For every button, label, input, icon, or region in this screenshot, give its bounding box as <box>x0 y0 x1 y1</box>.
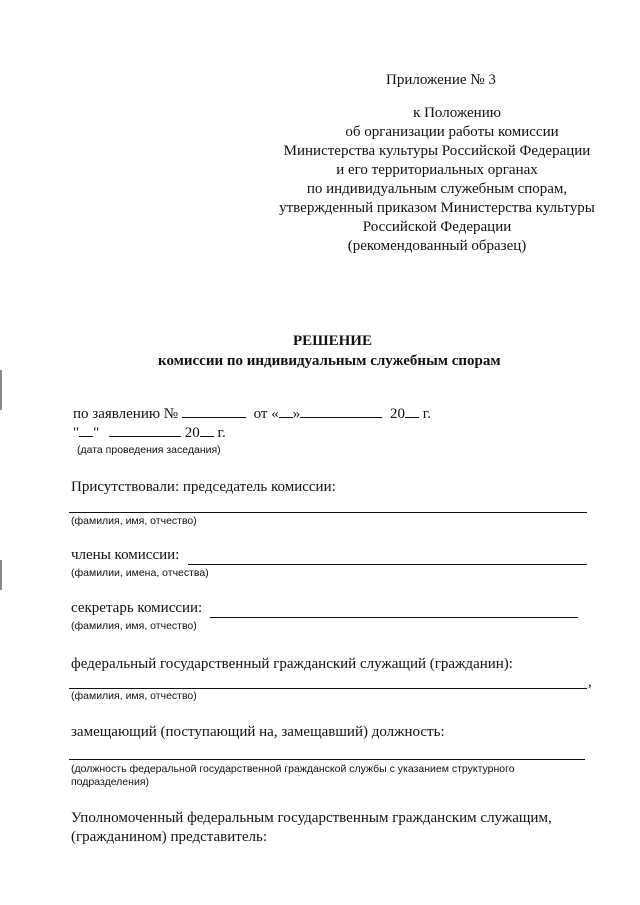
date-quote-close: " <box>93 425 100 441</box>
meeting-year-suffix: г. <box>217 425 226 441</box>
present-caption: (фамилия, имя, отчество) <box>71 515 197 527</box>
representative-label: Уполномоченный федеральным государственным гражданским служащим, <box>71 810 552 826</box>
application-day-field[interactable] <box>279 405 293 418</box>
scan-edge-mark <box>0 560 2 590</box>
application-year: 20 <box>389 406 405 422</box>
meeting-month-field[interactable] <box>109 424 181 437</box>
employee-caption: (фамилия, имя, отчество) <box>71 690 197 702</box>
scan-edge-mark <box>0 370 2 410</box>
representative-label-continued: (гражданином) представитель: <box>71 829 267 845</box>
position-caption: (должность федеральной государственной гражданской службы с указанием структурного <box>71 763 515 775</box>
members-name-field[interactable] <box>188 564 587 565</box>
present-label: Присутствовали: председатель комиссии: <box>71 479 336 495</box>
header-line: утвержденный приказом Министерства культуры <box>279 200 595 216</box>
document-title: РЕШЕНИЕ <box>293 333 372 349</box>
meeting-year: 20 <box>184 425 200 441</box>
header-line: об организации работы комиссии <box>345 124 559 140</box>
application-from-close: » <box>292 406 301 422</box>
header-block <box>250 104 624 256</box>
employee-comma: , <box>588 674 592 690</box>
application-from: от « <box>253 406 279 422</box>
header-line: Российской Федерации <box>362 219 512 235</box>
application-month-field[interactable] <box>300 405 382 418</box>
meeting-day-field[interactable] <box>79 424 93 437</box>
members-caption: (фамилии, имена, отчества) <box>71 567 209 579</box>
members-label: члены комиссии: <box>71 547 180 563</box>
header-line: и его территориальных органах <box>336 162 538 178</box>
date-caption: (дата проведения заседания) <box>77 444 221 456</box>
application-year-suffix: г. <box>422 406 431 422</box>
meeting-year-field[interactable] <box>200 424 214 437</box>
secretary-caption: (фамилия, имя, отчество) <box>71 620 197 632</box>
appendix-number: Приложение № 3 <box>386 72 496 88</box>
application-line <box>73 405 431 423</box>
date-quote-open: " <box>73 425 80 441</box>
application-year-field[interactable] <box>405 405 419 418</box>
document-subtitle: комиссии по индивидуальным служебным спорам <box>158 353 501 369</box>
header-line: Министерства культуры Российской Федерации <box>283 143 591 159</box>
position-caption-continued: подразделения) <box>71 776 149 788</box>
header-line: (рекомендованный образец) <box>347 238 527 254</box>
secretary-label: секретарь комиссии: <box>71 600 203 616</box>
secretary-name-field[interactable] <box>210 617 578 618</box>
meeting-date-line <box>73 424 226 442</box>
employee-name-field[interactable] <box>69 688 587 689</box>
header-line: по индивидуальным служебным спорам, <box>306 181 568 197</box>
header-line: к Положению <box>413 105 501 121</box>
employee-label: федеральный государственный гражданский служащий (гражданин): <box>71 656 513 672</box>
application-number-field[interactable] <box>182 405 246 418</box>
present-name-field[interactable] <box>69 512 587 513</box>
position-field[interactable] <box>69 759 585 760</box>
application-prefix: по заявлению № <box>73 406 179 422</box>
position-label: замещающий (поступающий на, замещавший) должность: <box>71 724 445 740</box>
